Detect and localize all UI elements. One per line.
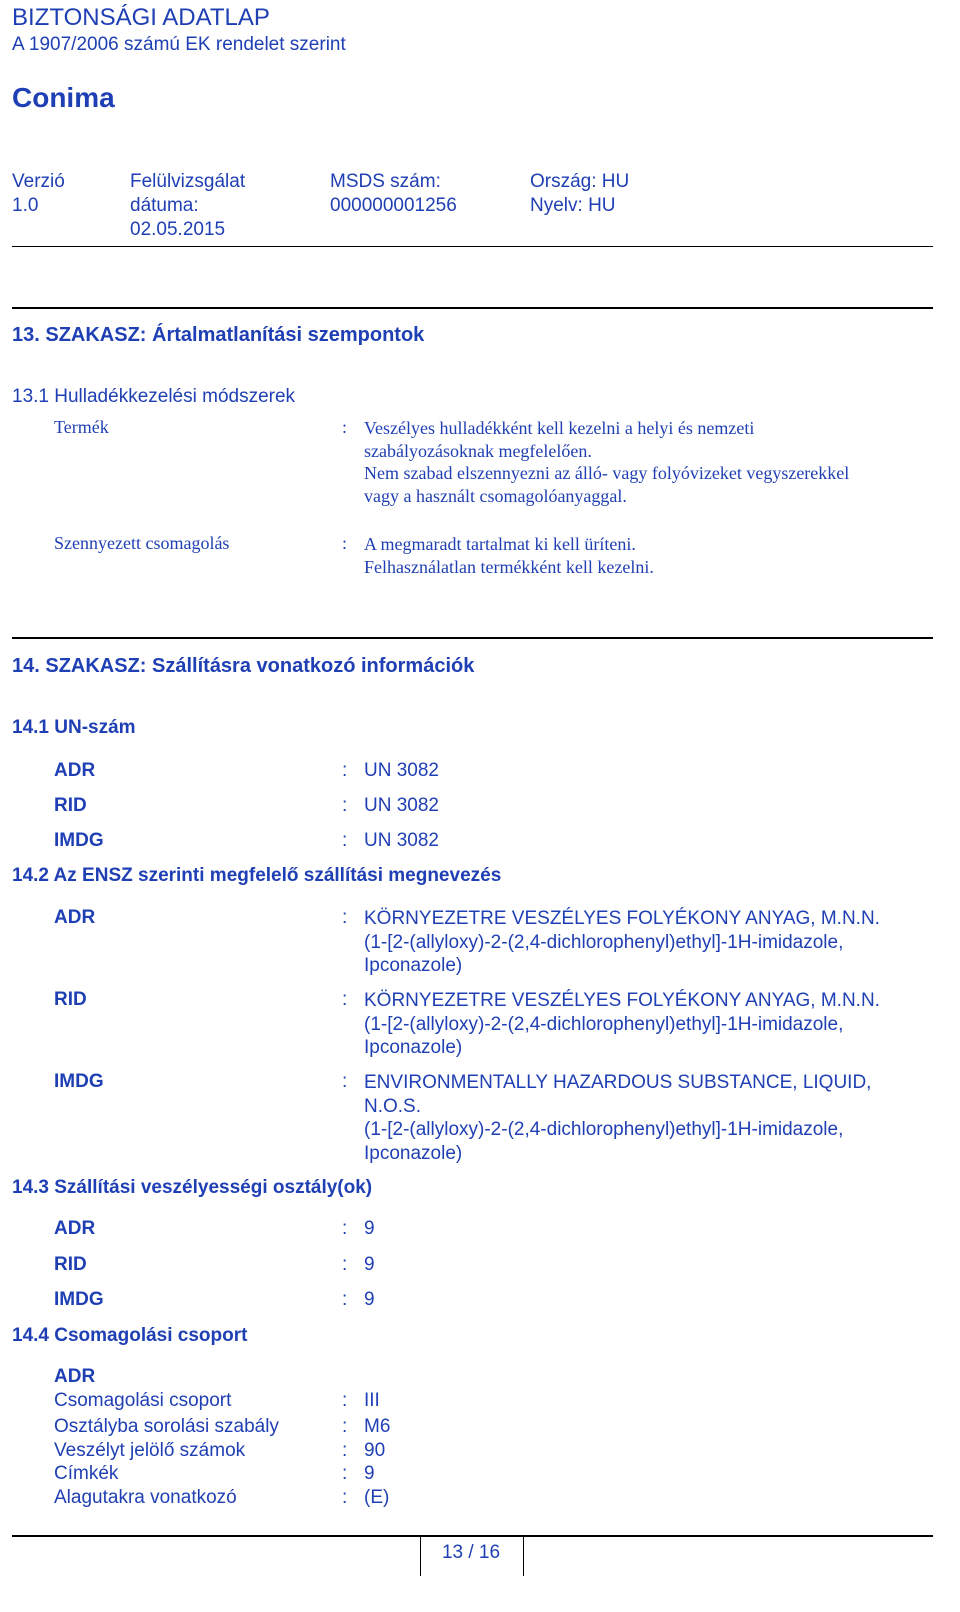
- packing-row-value: M6: [364, 1416, 391, 1437]
- version-value: 1.0: [12, 195, 39, 216]
- name-rid-label: RID: [54, 989, 87, 1010]
- text-line: Ipconazole): [364, 955, 463, 976]
- name-adr-label: ADR: [54, 907, 96, 928]
- packaging-label: Szennyezett csomagolás: [54, 533, 230, 553]
- packing-row-value: 90: [364, 1440, 386, 1461]
- packing-row-label: Csomagolási csoport: [54, 1390, 232, 1411]
- text-line: ENVIRONMENTALLY HAZARDOUS SUBSTANCE, LIQUID,: [364, 1072, 872, 1093]
- packing-row-label: Veszélyt jelölő számok: [54, 1440, 246, 1461]
- class-adr-value: 9: [364, 1218, 375, 1239]
- text-line: Veszélyes hulladékként kell kezelni a helyi és nemzeti: [364, 418, 755, 438]
- text-line: Ipconazole): [364, 1037, 463, 1058]
- text-line: A megmaradt tartalmat ki kell üríteni.: [364, 534, 636, 554]
- text-line: Felhasználatlan termékként kell kezelni.: [364, 557, 654, 577]
- doc-title: BIZTONSÁGI ADATLAP: [12, 4, 270, 31]
- colon: :: [342, 1463, 348, 1484]
- packaging-disposal-text: [364, 533, 654, 579]
- text-line: N.O.S.: [364, 1095, 422, 1117]
- packing-row-label: Osztályba sorolási szabály: [54, 1416, 279, 1437]
- section13-title: 13. SZAKASZ: Ártalmatlanítási szempontok: [12, 324, 425, 346]
- class-imdg-label: IMDG: [54, 1289, 104, 1310]
- name-imdg-label: IMDG: [54, 1071, 104, 1092]
- packing-row-label: Címkék: [54, 1463, 119, 1484]
- text-line: (1-[2-(allyloxy)-2-(2,4-dichlorophenyl)ethyl]-1H-imidazole,: [364, 1119, 844, 1140]
- text-line: KÖRNYEZETRE VESZÉLYES FOLYÉKONY ANYAG, M.N.N.: [364, 990, 880, 1011]
- colon: :: [342, 830, 348, 851]
- section13-rule: [12, 307, 933, 309]
- version-label: Verzió: [12, 171, 65, 192]
- locale-block: [530, 170, 629, 218]
- packing-row-value: (E): [364, 1487, 390, 1508]
- msds-label: MSDS szám:: [330, 171, 441, 192]
- packing-group-title: 14.4 Csomagolási csoport: [12, 1325, 248, 1346]
- colon: :: [342, 1218, 348, 1239]
- section14-title: 14. SZAKASZ: Szállításra vonatkozó információk: [12, 655, 475, 677]
- section13-1-title: 13.1 Hulladékkezelési módszerek: [12, 386, 296, 407]
- hazard-class-title: 14.3 Szállítási veszélyességi osztály(ok): [12, 1177, 373, 1198]
- un-adr-value: UN 3082: [364, 760, 439, 781]
- text-line: vagy a használt csomagolóanyaggal.: [364, 485, 627, 506]
- colon: :: [342, 760, 348, 781]
- class-adr-label: ADR: [54, 1218, 96, 1239]
- colon: :: [342, 417, 348, 437]
- msds-block: [330, 170, 457, 218]
- language: Nyelv: HU: [530, 195, 616, 216]
- un-imdg-value: UN 3082: [364, 830, 439, 851]
- colon: :: [342, 1390, 348, 1411]
- shipping-name-title: 14.2 Az ENSZ szerinti megfelelő szállítási megnevezés: [12, 865, 502, 886]
- revision-label-2: dátuma:: [130, 195, 199, 216]
- packing-row-label: Alagutakra vonatkozó: [54, 1487, 237, 1508]
- colon: :: [342, 1487, 348, 1508]
- country: Ország: HU: [530, 171, 630, 192]
- product-label: Termék: [54, 417, 109, 437]
- page-number: 13 / 16: [441, 1542, 501, 1563]
- header-divider: [12, 246, 933, 247]
- colon: :: [342, 989, 348, 1010]
- colon: :: [342, 1071, 348, 1092]
- text-line: szabályozásoknak megfelelően.: [364, 440, 592, 461]
- text-line: Nem szabad elszennyezni az álló- vagy folyóvizeket vegyszerekkel: [364, 463, 850, 483]
- un-number-title: 14.1 UN-szám: [12, 717, 136, 738]
- un-rid-value: UN 3082: [364, 795, 439, 816]
- class-rid-value: 9: [364, 1254, 375, 1275]
- name-rid-value: [364, 989, 880, 1060]
- name-adr-value: [364, 907, 880, 978]
- un-imdg-label: IMDG: [54, 830, 104, 851]
- name-imdg-value: [364, 1071, 871, 1165]
- revision-label: Felülvizsgálat: [130, 171, 246, 192]
- text-line: KÖRNYEZETRE VESZÉLYES FOLYÉKONY ANYAG, M.N.N.: [364, 908, 880, 929]
- version-block: [12, 170, 65, 218]
- product-disposal-text: [364, 417, 849, 507]
- product-name: Conima: [12, 82, 115, 113]
- text-line: (1-[2-(allyloxy)-2-(2,4-dichlorophenyl)ethyl]-1H-imidazole,: [364, 931, 844, 953]
- colon: :: [342, 1254, 348, 1275]
- colon: :: [342, 907, 348, 928]
- text-line: Ipconazole): [364, 1142, 463, 1164]
- packing-row-value: III: [364, 1390, 380, 1411]
- colon: :: [342, 1416, 348, 1437]
- revision-date: 02.05.2015: [130, 219, 226, 240]
- revision-block: [130, 170, 245, 242]
- colon: :: [342, 1440, 348, 1461]
- packing-row-value: 9: [364, 1463, 375, 1484]
- colon: :: [342, 795, 348, 816]
- colon: :: [342, 533, 348, 553]
- section14-rule: [12, 637, 933, 639]
- text-line: (1-[2-(allyloxy)-2-(2,4-dichlorophenyl)ethyl]-1H-imidazole,: [364, 1013, 844, 1035]
- class-imdg-value: 9: [364, 1289, 375, 1310]
- un-adr-label: ADR: [54, 760, 96, 781]
- msds-number: 000000001256: [330, 195, 457, 216]
- un-rid-label: RID: [54, 795, 87, 816]
- colon: :: [342, 1289, 348, 1310]
- regulation-text: A 1907/2006 számú EK rendelet szerint: [12, 34, 346, 55]
- class-rid-label: RID: [54, 1254, 87, 1275]
- packing-adr-label: ADR: [54, 1366, 96, 1387]
